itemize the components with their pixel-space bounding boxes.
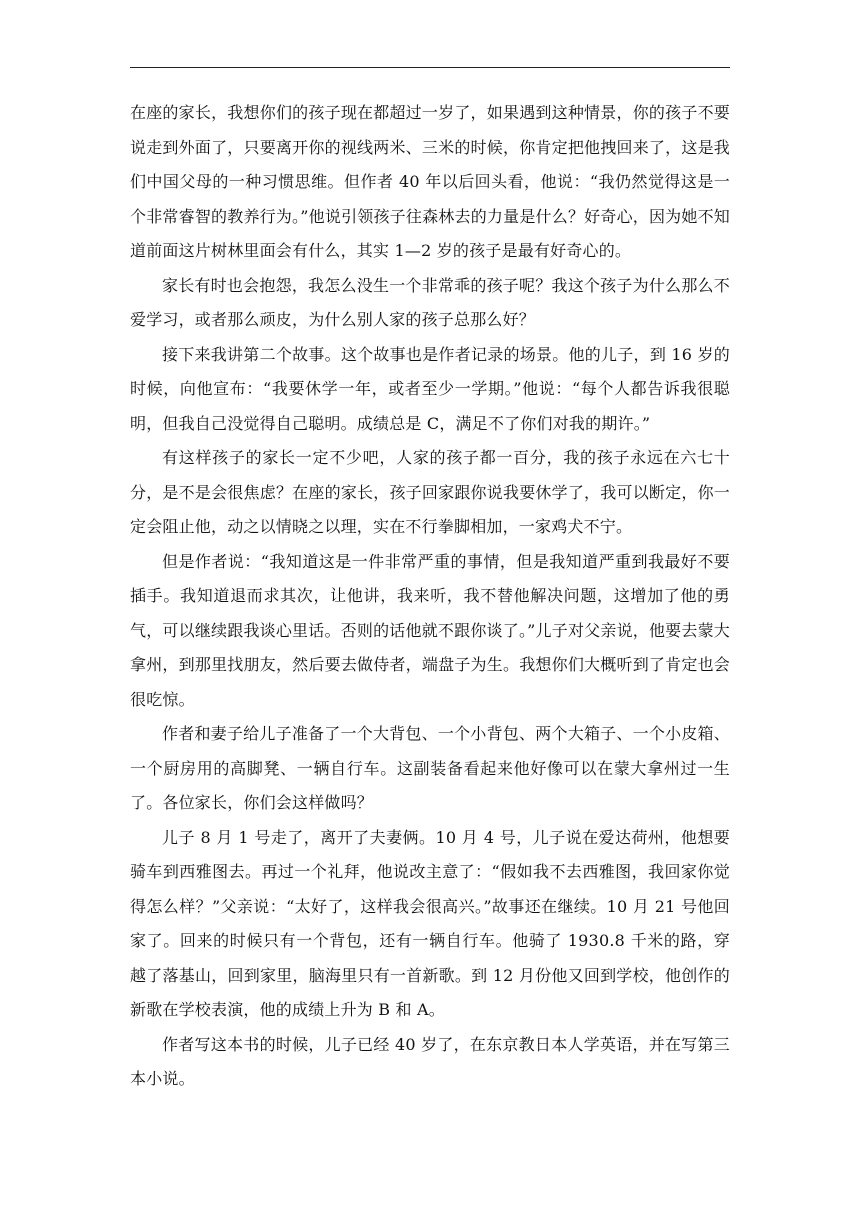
document-body: [130, 96, 730, 1097]
paragraph-5: 但是作者说：“我知道这是一件非常严重的事情，但是我知道严重到我最好不要插手。我知道退而求其次，让他讲，我来听，我不替他解决问题，这增加了他的勇气，可以继续跟我谈心里话。否则的话他就不跟你谈了。”儿子对父亲说，他要去蒙大拿州，到那里找朋友，然后要去做侍者，端盘子为生。我想你们大概听到了肯定也会很吃惊。: [130, 551, 730, 709]
header-rule: [130, 67, 730, 68]
paragraph-1: 在座的家长，我想你们的孩子现在都超过一岁了，如果遇到这种情景，你的孩子不要说走到外面了，只要离开你的视线两米、三米的时候，你肯定把他拽回来了，这是我们中国父母的一种习惯思维。但作者 40 年以后回头看，他说：“我仍然觉得这是一个非常睿智的教养行为。”他说引领孩子往森林去的力量是什么？好奇心，因为她不知道前面这片树林里面会有什么，其实 1—2 岁的孩子是最有好奇心的。: [130, 103, 730, 260]
paragraph-4: 有这样孩子的家长一定不少吧，人家的孩子都一百分，我的孩子永远在六七十分，是不是会很焦虑？在座的家长，孩子回家跟你说我要休学了，我可以断定，你一定会阻止他，动之以情晓之以理，实在不行拳脚相加，一家鸡犬不宁。: [130, 448, 730, 536]
paragraph-6: 作者和妻子给儿子准备了一个大背包、一个小背包、两个大箱子、一个小皮箱、一个厨房用的高脚凳、一辆自行车。这副装备看起来他好像可以在蒙大拿州过一生了。各位家长，你们会这样做吗？: [130, 724, 730, 812]
paragraph-2: 家长有时也会抱怨，我怎么没生一个非常乖的孩子呢？我这个孩子为什么那么不爱学习，或者那么顽皮，为什么别人家的孩子总那么好？: [130, 275, 730, 329]
paragraph-8: 作者写这本书的时候，儿子已经 40 岁了，在东京教日本人学英语，并在写第三本小说。: [130, 1034, 730, 1088]
paragraph-3: 接下来我讲第二个故事。这个故事也是作者记录的场景。他的儿子，到 16 岁的时候，向他宣布：“我要休学一年，或者至少一学期。”他说：“每个人都告诉我很聪明，但我自己没觉得自己聪明。成绩总是 C，满足不了你们对我的期许。”: [130, 344, 730, 433]
paragraph-7: 儿子 8 月 1 号走了，离开了夫妻俩。10 月 4 号，儿子说在爱达荷州，他想要骑车到西雅图去。再过一个礼拜，他说改主意了：“假如我不去西雅图，我回家你觉得怎么样？”父亲说：“太好了，这样我会很高兴。”故事还在继续。10 月 21 号他回家了。回来的时候只有一个背包，还有一辆自行车。他骑了 1930.8 千米的路，穿越了落基山，回到家里，脑海里只有一首新歌。到 12 月份他又回到学校，他创作的新歌在学校表演，他的成绩上升为 B 和 A。: [130, 827, 730, 1019]
